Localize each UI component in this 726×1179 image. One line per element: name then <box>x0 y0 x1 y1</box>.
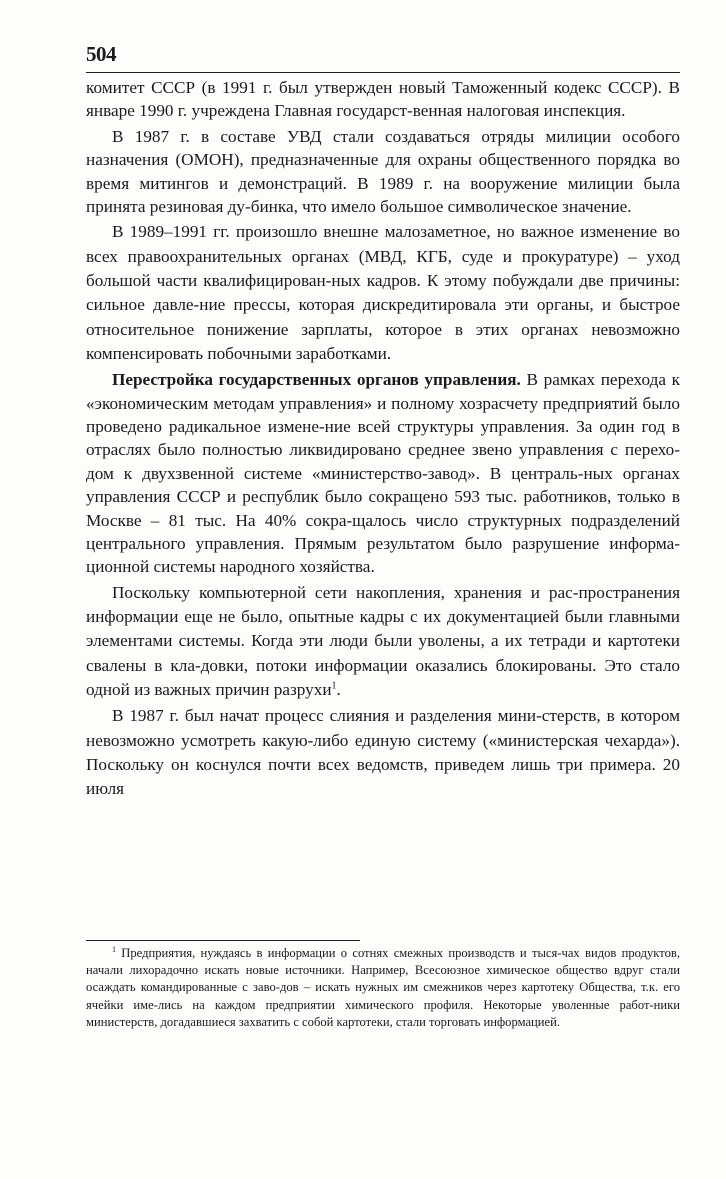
paragraph-text: В 1987 г. в составе УВД стали создаваться отряды милиции особого назначения (ОМОН), предназначенные для охраны общественного порядка во время митингов и демонстраций. В 1989 г. на вооружение милиции была принята резиновая ду-бинка, что имело большое символическое значение. <box>86 126 680 217</box>
paragraph-information-system <box>86 581 680 702</box>
footnote-text: Предприятия, нуждаясь в информации о сотнях смежных производств и тыся-чах видов продуктов, начали лихорадочно искать новые источники. Например, Всесоюзное химическое общество вдруг стали осаждать командированные с заво-дов – искать нужных им смежников через картотеку Общества, т.к. его ячейки име-лись на каждом предприятии химического профиля. Некоторые уволенные работ-ники министерств, догадавшиеся захватить с собой картотеки, стали торговать информацией. <box>86 946 680 1029</box>
paragraph-end: . <box>336 680 341 700</box>
paragraph-text: В 1987 г. был начат процесс слияния и разделения мини-стерств, в котором невозможно усмотреть какую-либо единую систему («министерская чехарда»). Поскольку он коснулся почти всех ведомств, приведем лишь три примера. 20 июля <box>86 706 680 799</box>
paragraph-text: Поскольку компьютерной сети накопления, хранения и рас-пространения информации еще не было, опытные кадры с их документацией были главными элементами системы. Когда эти люди были уволены, а их тетради и картотеки свалены в кла-довки, потоки информации оказались блокированы. Это стало одной из важных причин разрухи <box>86 582 680 700</box>
footnote-mark: 1 <box>112 944 116 954</box>
footnote-rule <box>86 940 360 941</box>
paragraph-customs-tax <box>86 76 680 123</box>
paragraph-restructuring <box>86 368 680 579</box>
section-heading: Перестройка государственных органов управления. <box>112 370 521 390</box>
paragraph-text: комитет СССР (в 1991 г. был утвержден новый Таможенный кодекс СССР). В январе 1990 г. учреждена Главная государст-венная налоговая инспекция. <box>86 78 680 121</box>
paragraph-text: В рамках перехода к «экономическим методам управления» и полному хозрасчету предприятий было проведено радикальное измене-ние всей структуры управления. За один год в отраслях было полностью ликвидировано среднее звено управления с перехо-дом к двухзвенной системе «министерство-завод». В централь-ных органах управления СССР и республик было сокращено 593 тыс. работников, только в Москве – 81 тыс. На 40% сокра-щалось число структурных подразделений центрального управления. Прямым результатом было разрушение информа-ционной системы народного хозяйства. <box>86 370 681 577</box>
paragraph-law-enforcement <box>86 220 680 366</box>
footnote-reference: 1 <box>331 680 337 692</box>
main-text <box>86 76 680 802</box>
paragraph-ministries <box>86 704 680 801</box>
page-number: 504 <box>86 42 116 66</box>
footnote <box>86 945 680 1031</box>
paragraph-text: В 1989–1991 гг. произошло внешне малозаметное, но важное изменение во всех правоохранительных органах (МВД, КГБ, суде и прокуратуре) – уход большой части квалифицирован-ных кадров. К этому побуждали две причины: сильное давле-ние прессы, которая дискредитировала эти органы, и быстрое относительное понижение зарплаты, которое в этих органах невозможно компенсировать побочными заработками. <box>86 222 680 363</box>
paragraph-omon <box>86 125 680 219</box>
header-rule <box>86 72 680 73</box>
